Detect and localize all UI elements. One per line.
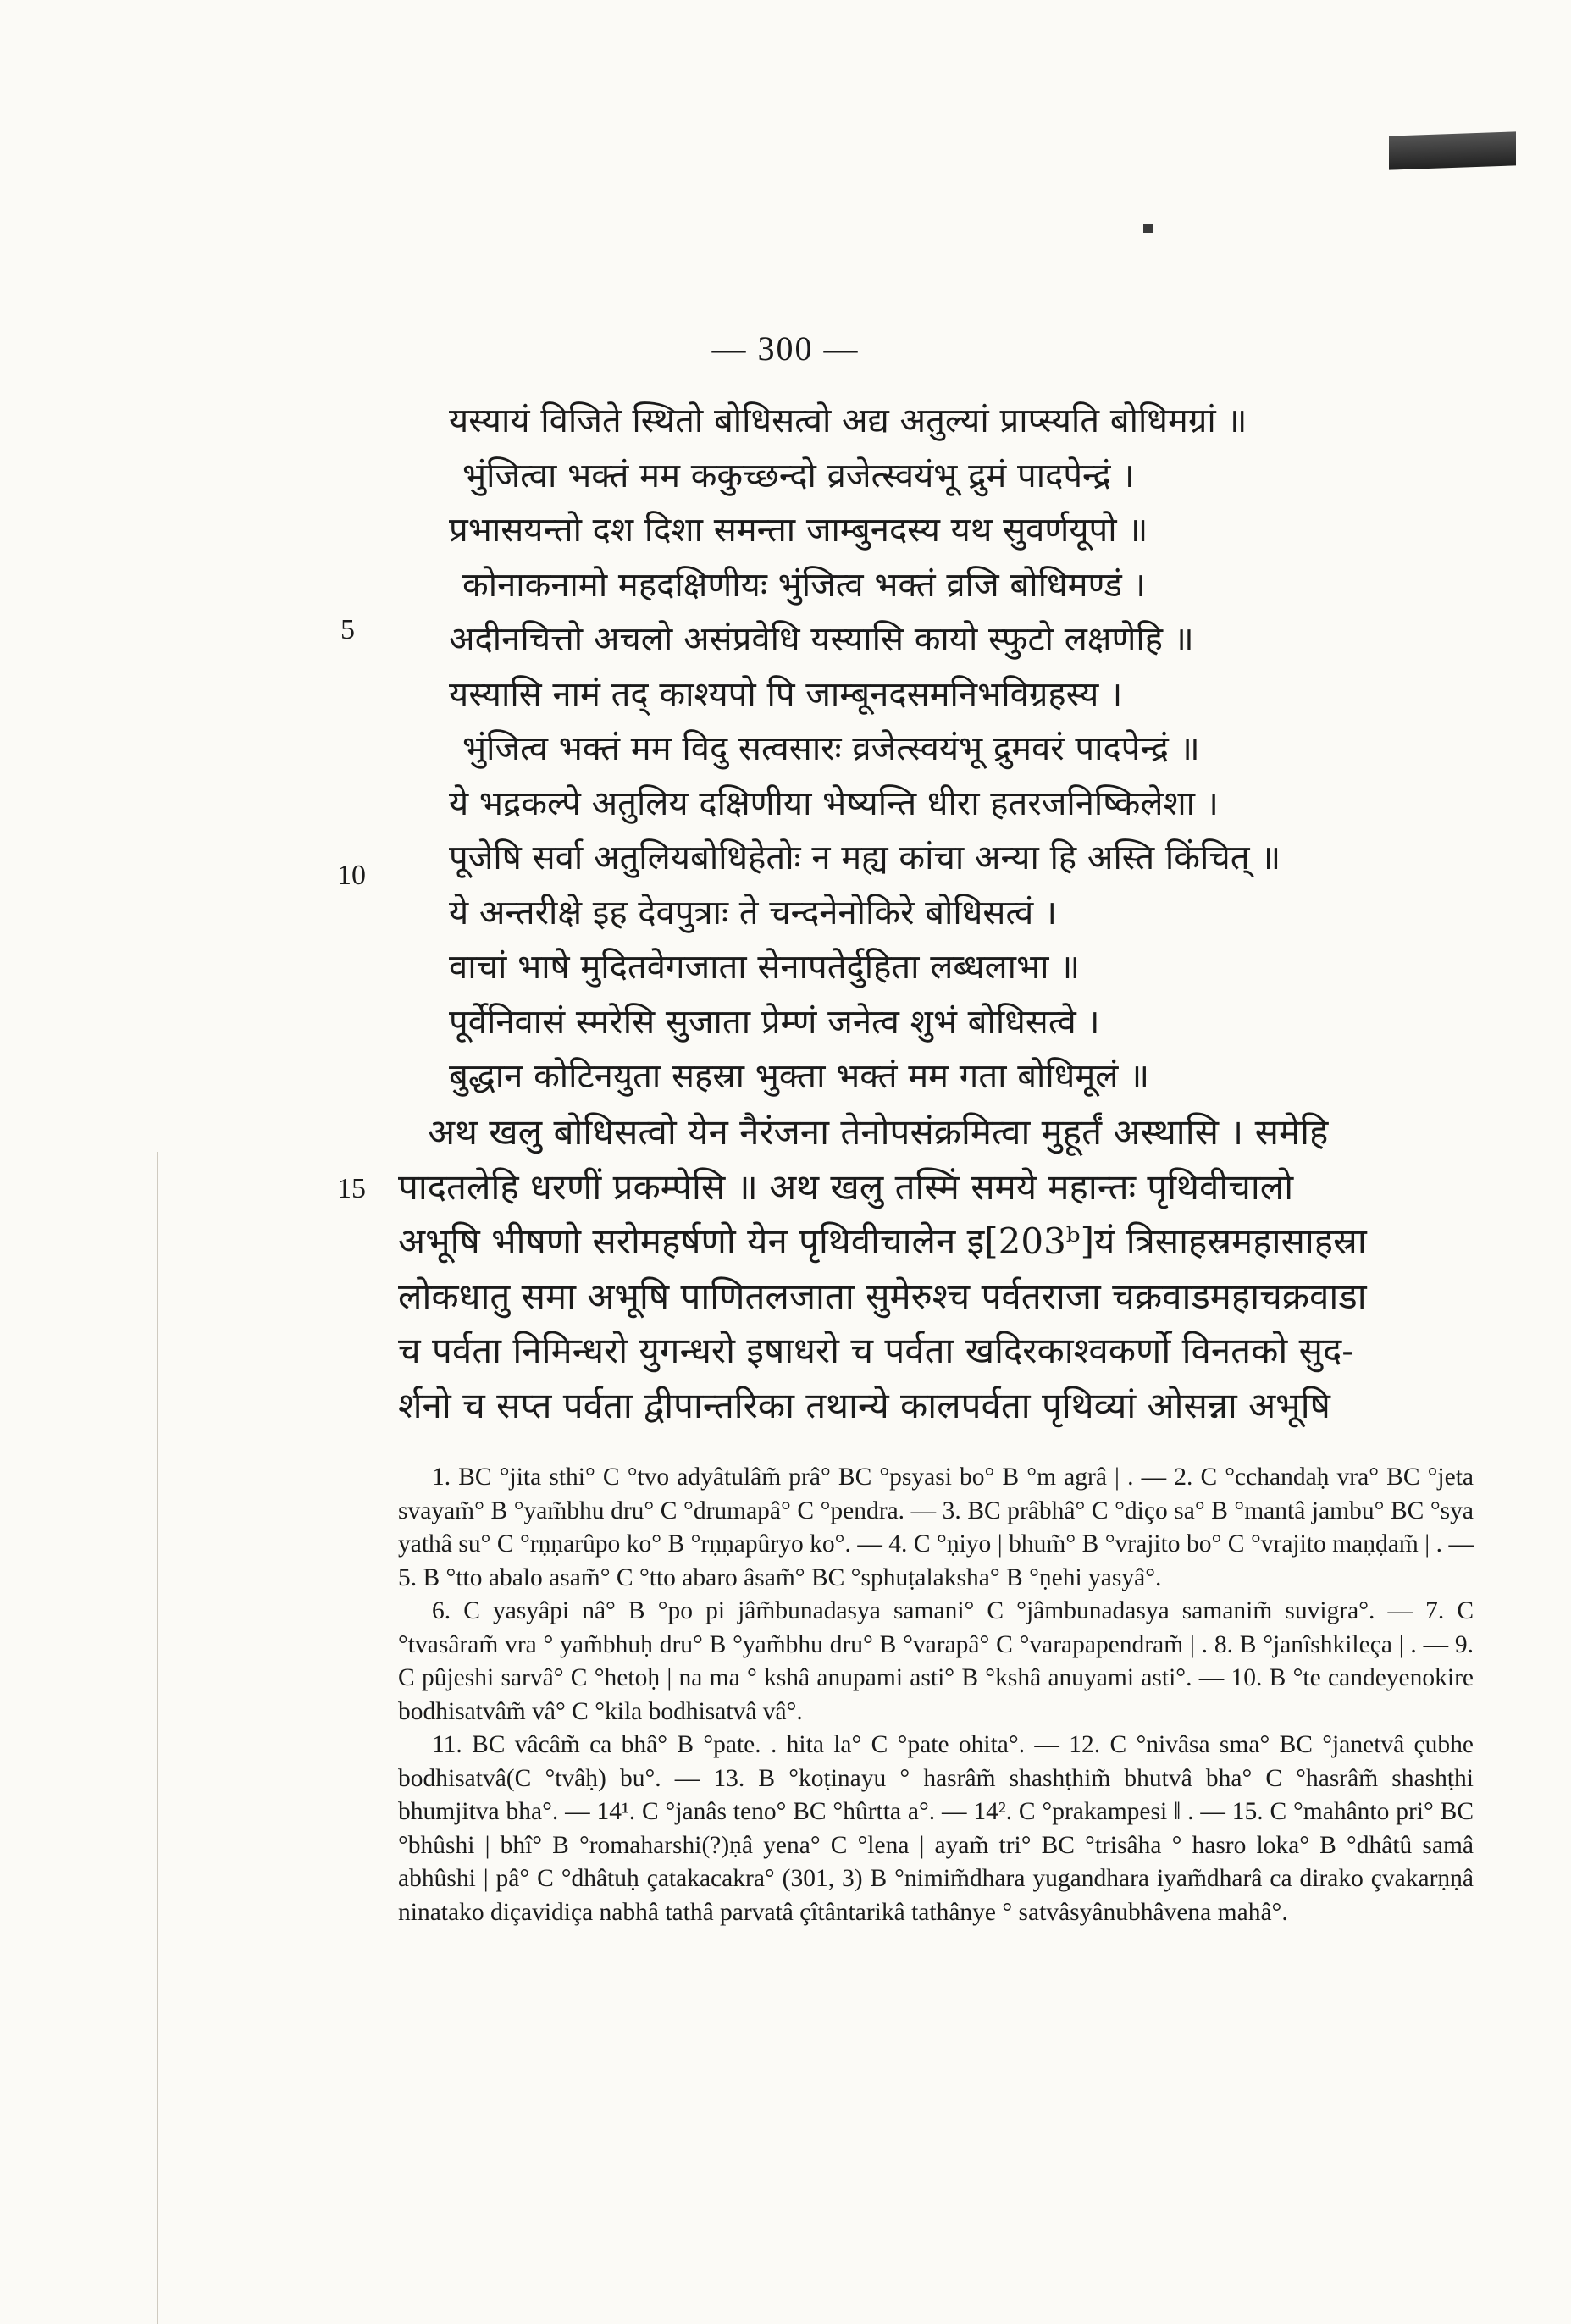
verse-line: यस्यासि नामं तद् काश्यपो पि जाम्बूनदसमनिभविग्रहस्य ।	[449, 674, 1123, 714]
verse-line: भुंजित्व भक्तं मम विदु सत्वसारः व्रजेत्स्वयंभू द्रुमवरं पादपेन्द्रं ॥	[462, 729, 1200, 768]
footnotes	[398, 1461, 1474, 1929]
verse-block	[449, 394, 1465, 1104]
verse-line: पूजेषि सर्वा अतुलियबोधिहेतोः न मह्य कांचा अन्या हि अस्ति किंचित् ॥	[449, 838, 1281, 877]
scan-speck	[1143, 224, 1153, 233]
footnote-paragraph: 6. C yasyâpi nâ° B °po pi jâm̃bunadasya samani° C °jâmbunadasya samanim̃ suvigra°. — 7. C °tvasâram̃ vra ° yam̃bhuḥ dru° B °yam̃bhu dru° B °varapâ° C °varapapendram̃ | . 8. B °janîshkileça | . — 9. C pûjeshi sarvâ° C °hetoḥ | na ma ° kshâ anupami asti° B °kshâ anuyami asti°. — 10. B °te candeyenokire bodhisatvâm̃ vâ° C °kila bodhisatvâ vâ°.	[398, 1597, 1474, 1725]
prose-line: अथ खलु बोधिसत्वो येन नैरंजना तेनोपसंक्रमित्वा मुहूर्तं अस्थासि । समेहि	[428, 1111, 1329, 1153]
prose-line: र्शनो च सप्त पर्वता द्वीपान्तरिका तथान्ये कालपर्वता पृथिव्यां ओसन्ना अभूषि	[398, 1384, 1330, 1426]
verse-line: अदीनचित्तो अचलो असंप्रवेधि यस्यासि कायो स्फुटो लक्षणेहि ॥	[449, 620, 1194, 659]
prose-line: पादतलेहि धरणीं प्रकम्पेसि ॥ अथ खलु तस्मिं समये महान्तः पृथिवीचालो	[398, 1165, 1294, 1208]
verse-line: यस्यायं विजिते स्थितो बोधिसत्वो अद्य अतुल्यां प्राप्स्यति बोधिमग्रां ॥	[449, 401, 1247, 440]
line-number-10: 10	[337, 860, 366, 891]
verse-line: प्रभासयन्तो दश दिशा समन्ता जाम्बुनदस्य यथ सुवर्णयूपो ॥	[449, 511, 1148, 550]
prose-block	[398, 1105, 1474, 1433]
scan-margin-line	[157, 1152, 158, 2324]
prose-line: अभूषि भीषणो सरोमहर्षणो येन पृथिवीचालेन इ[203ᵇ]यं त्रिसाहस्रमहासाहस्रा	[398, 1220, 1367, 1262]
verse-line: ये अन्तरीक्षे इह देवपुत्राः ते चन्दनेनोकिरे बोधिसत्वं ।	[449, 893, 1058, 932]
page-number: — 300 —	[711, 329, 860, 368]
verse-line: कोनाकनामो महदक्षिणीयः भुंजित्व भक्तं व्रजि बोधिमण्डं ।	[462, 565, 1146, 605]
footnote-paragraph: 11. BC vâcâm̃ ca bhâ° B °pate. . hita la° C °pate ohita°. — 12. C °nivâsa sma° BC °janetvâ çubhe bodhisatvâ(C °tvâḥ) bu°. — 13. B °koṭinayu ° hasrâm̃ shashṭhim̃ bhutvâ bha° C °hasrâm̃ shashṭhi bhumjitva bha°. — 14¹. C °janâs teno° BC °hûrtta a°. — 14². C °prakampesi ‖ . — 15. C °mahânto pri° BC °bhûshi | bhî° B °romaharshi(?)ṇâ yena° C °lena | ayam̃ tri° BC °trisâha ° hasro loka° B °dhâtû samâ abhûshi | pâ° C °dhâtuḥ çatakacakra° (301, 3) B °nimim̃dhara yugandhara iyam̃dharâ ca dirako çvakarṇṇâ ninatako diçavidiça nabhâ tathâ parvatâ çîtântarikâ tathânye ° satvâsyânubhâvena mahâ°.	[398, 1731, 1474, 1926]
scan-smudge	[1389, 131, 1516, 169]
verse-line: ये भद्रकल्पे अतुलिय दक्षिणीया भेष्यन्ति धीरा हतरजनिष्किलेशा ।	[449, 783, 1219, 823]
line-number-15: 15	[337, 1173, 366, 1204]
verse-line: बुद्धान कोटिनयुता सहस्रा भुक्ता भक्तं मम गता बोधिमूलं ॥	[449, 1057, 1150, 1096]
verse-line: पूर्वेनिवासं स्मरेसि सुजाता प्रेम्णं जनेत्व शुभं बोधिसत्वे ।	[449, 1002, 1100, 1042]
prose-line: च पर्वता निमिन्धरो युगन्धरो इषाधरो च पर्वता खदिरकाश्वकर्णो विनतको सुद-	[398, 1330, 1354, 1371]
verse-line: भुंजित्वा भक्तं मम ककुच्छन्दो व्रजेत्स्वयंभू द्रुमं पादपेन्द्रं ।	[462, 456, 1135, 495]
footnote-paragraph: 1. BC °jita sthi° C °tvo adyâtulâm̃ prâ° BC °psyasi bo° B °m agrâ | . — 2. C °cchandaḥ vra° BC °jeta svayam̃° B °yam̃bhu dru° C °drumapâ° C °pendra. — 3. BC prâbhâ° C °diço sa° B °mantâ jambu° BC °sya yathâ su° C °rṇṇarûpo ko° B °rṇṇapûryo ko°. — 4. C °ṇiyo | bhum̃° B °vrajito bo° C °vrajito maṇḍam̃ | . — 5. B °tto abalo asam̃° C °tto abaro âsam̃° BC °sphuṭalaksha° B °ṇehi yasyâ°.	[398, 1464, 1474, 1591]
prose-line: लोकधातु समा अभूषि पाणितलजाता सुमेरुश्च पर्वतराजा चक्रवाडमहाचक्रवाडा	[398, 1275, 1367, 1317]
verse-line: वाचां भाषे मुदितवेगजाता सेनापतेर्दुहिता लब्धलाभा ॥	[449, 948, 1081, 987]
line-number-5: 5	[340, 614, 355, 645]
